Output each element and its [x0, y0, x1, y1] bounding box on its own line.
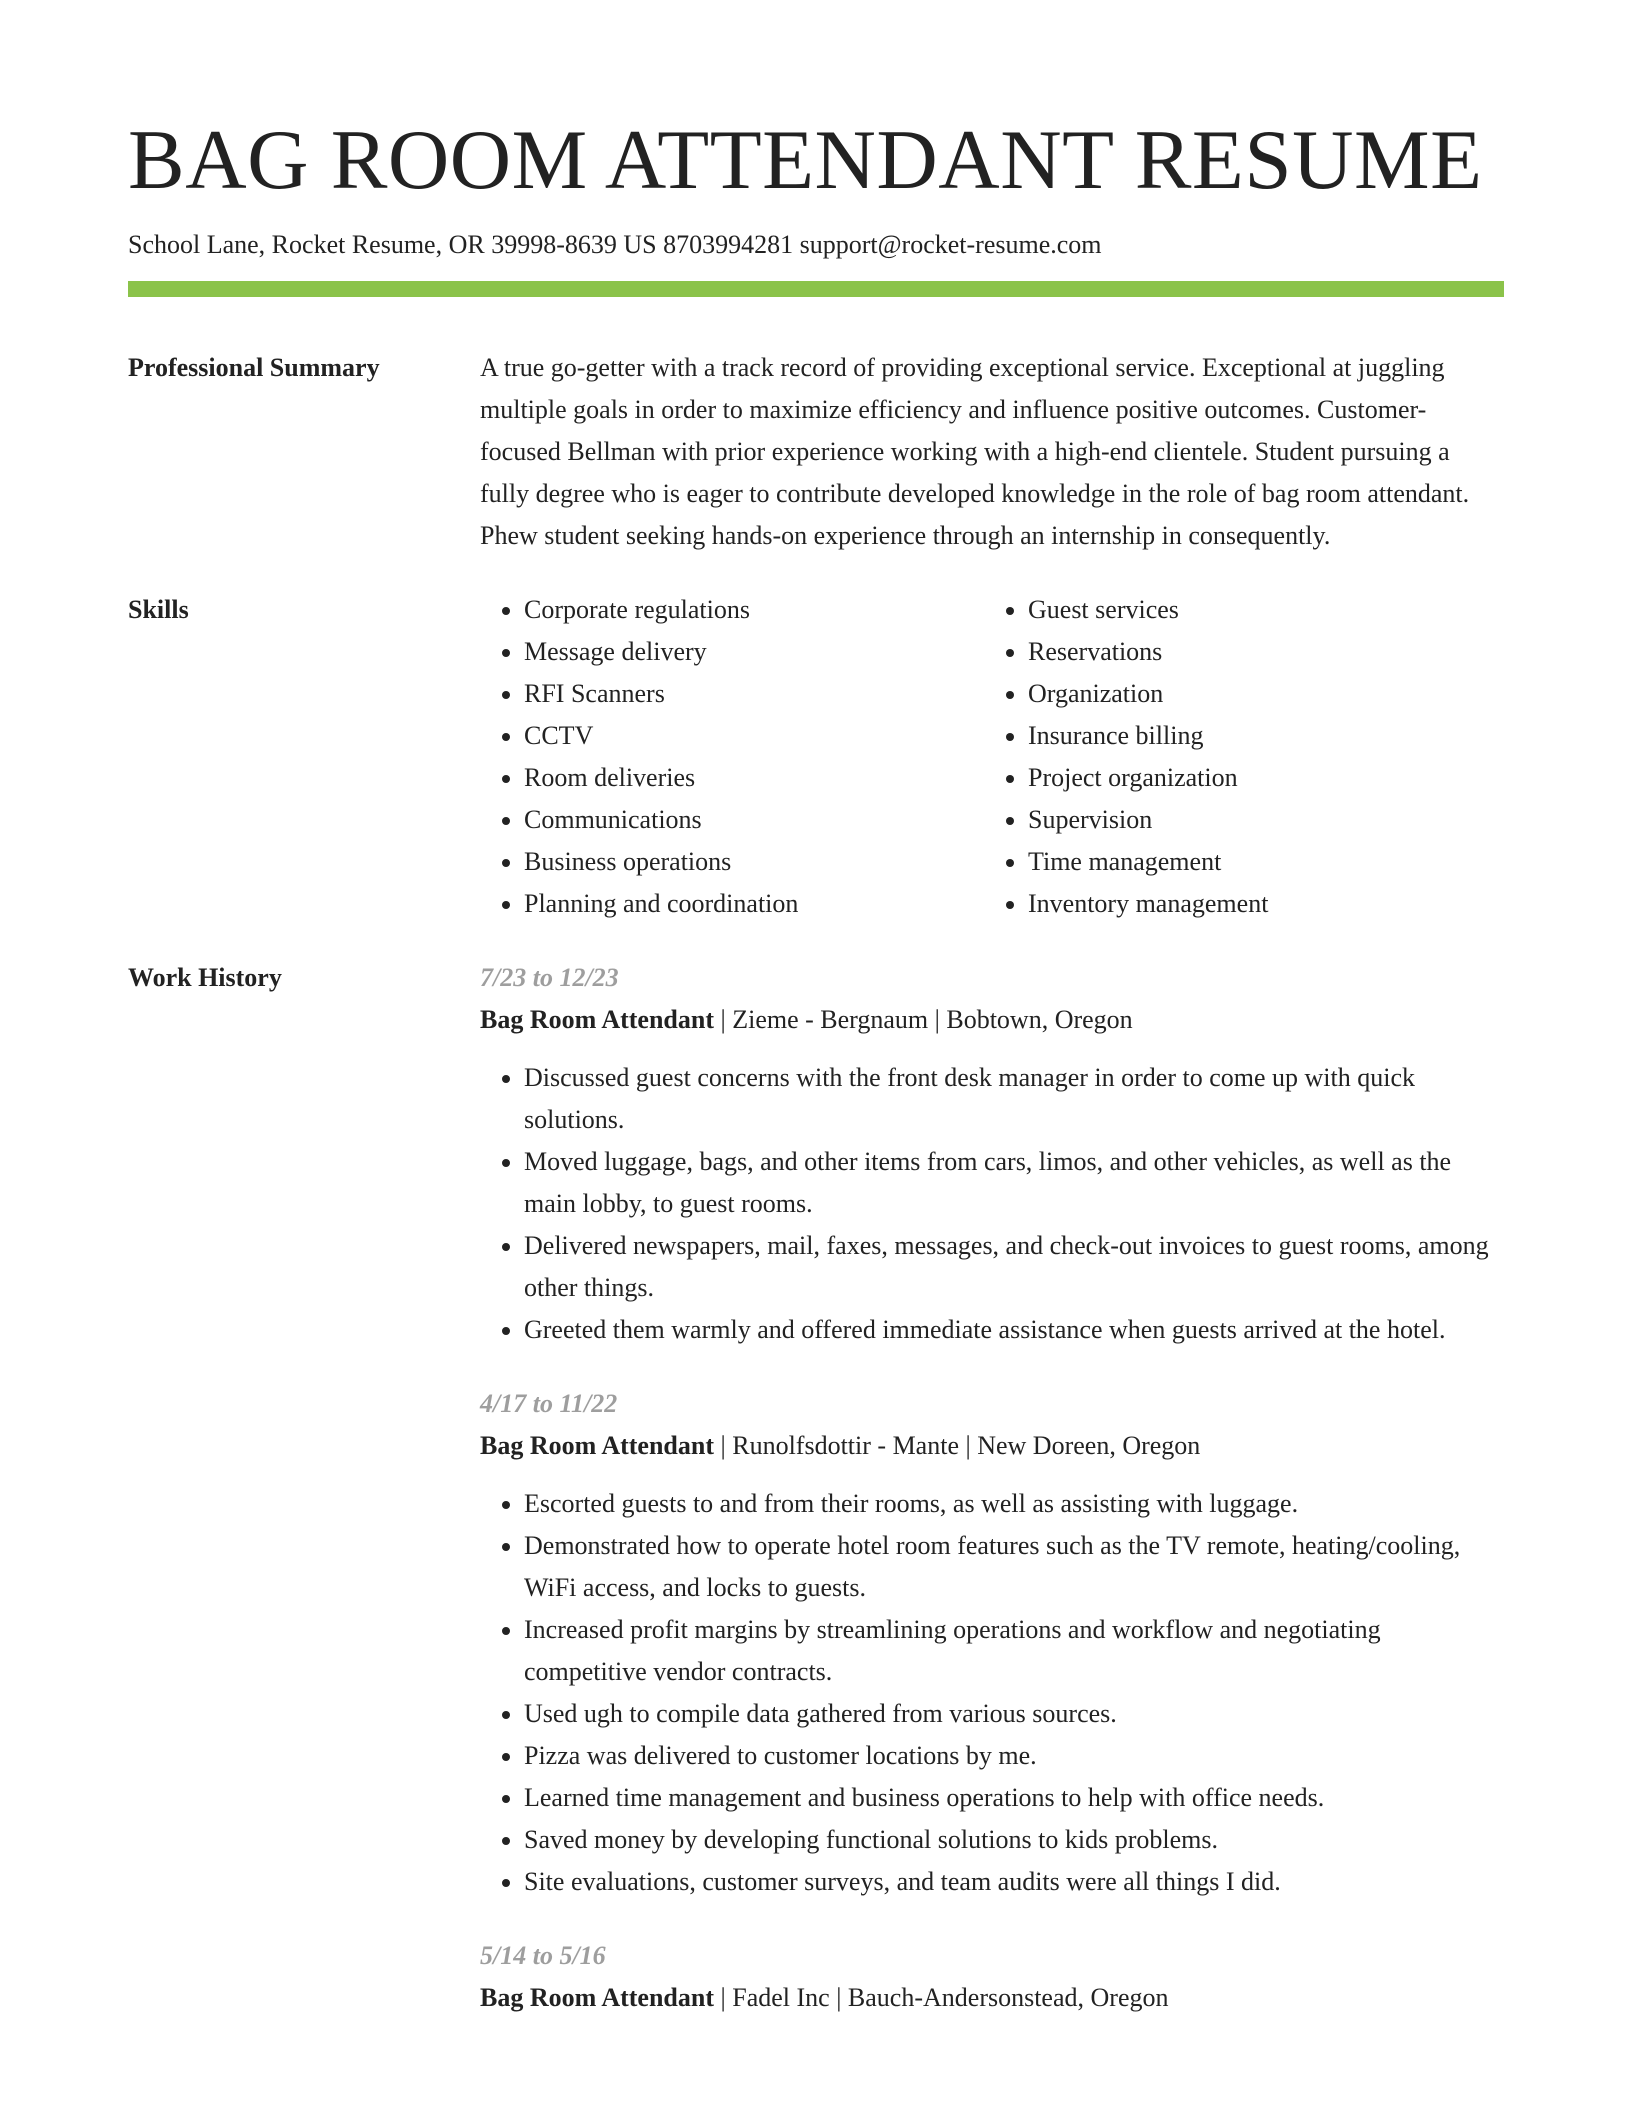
section-label: Professional Summary — [128, 353, 380, 383]
separator: | — [928, 1005, 947, 1035]
skill-item: • Guest services — [1028, 589, 1488, 631]
job-company: Runolfsdottir - Mante — [732, 1431, 959, 1461]
job-heading — [480, 1977, 1504, 2019]
skill-item: • Time management — [1028, 841, 1488, 883]
job-title: Bag Room Attendant — [480, 1431, 715, 1461]
job-bullet: • Increased profit margins by streamlining operations and workflow and negotiating competitive vendor contracts. — [524, 1609, 1504, 1693]
skill-item: • RFI Scanners — [524, 673, 984, 715]
skills-list-left — [480, 589, 984, 925]
job-heading — [480, 1425, 1504, 1467]
job-title: Bag Room Attendant — [480, 1983, 715, 2013]
job-title: Bag Room Attendant — [480, 1005, 715, 1035]
skills-section — [128, 589, 1504, 925]
job-location: New Doreen, Oregon — [977, 1431, 1201, 1461]
job-entry — [480, 1935, 1504, 2019]
skill-item: • Organization — [1028, 673, 1488, 715]
skill-item: • Inventory management — [1028, 883, 1488, 925]
separator: | — [714, 1431, 733, 1461]
job-company: Zieme - Bergnaum — [732, 1005, 929, 1035]
section-label: Skills — [128, 595, 189, 625]
section-label: Work History — [128, 963, 282, 993]
job-bullet: • Greeted them warmly and offered immediate assistance when guests arrived at the hotel. — [524, 1309, 1504, 1351]
job-bullet: • Delivered newspapers, mail, faxes, messages, and check-out invoices to guest rooms, among other things. — [524, 1225, 1504, 1309]
job-bullet: • Pizza was delivered to customer locations by me. — [524, 1735, 1504, 1777]
skill-item: • Business operations — [524, 841, 984, 883]
work-history-section — [128, 957, 1504, 2051]
skill-item: • CCTV — [524, 715, 984, 757]
job-location: Bauch-Andersonstead, Oregon — [847, 1983, 1169, 2013]
skills-list-right — [984, 589, 1488, 925]
job-dates: 4/17 to 11/22 — [480, 1389, 618, 1419]
resume-page — [128, 0, 1504, 2051]
job-entry — [480, 1383, 1504, 1903]
skill-item: • Supervision — [1028, 799, 1488, 841]
separator: | — [714, 1005, 733, 1035]
job-bullet: • Used ugh to compile data gathered from various sources. — [524, 1693, 1504, 1735]
job-dates: 7/23 to 12/23 — [480, 963, 619, 993]
skill-item: • Project organization — [1028, 757, 1488, 799]
job-bullets — [480, 1057, 1504, 1351]
job-bullet: • Moved luggage, bags, and other items from cars, limos, and other vehicles, as well as the main lobby, to guest rooms. — [524, 1141, 1504, 1225]
job-bullet: • Learned time management and business operations to help with office needs. — [524, 1777, 1504, 1819]
separator: | — [959, 1431, 978, 1461]
job-heading — [480, 999, 1504, 1041]
job-dates: 5/14 to 5/16 — [480, 1941, 606, 1971]
job-bullet: • Discussed guest concerns with the front desk manager in order to come up with quick solutions. — [524, 1057, 1504, 1141]
job-location: Bobtown, Oregon — [946, 1005, 1133, 1035]
skill-item: • Communications — [524, 799, 984, 841]
job-bullet: • Site evaluations, customer surveys, and team audits were all things I did. — [524, 1861, 1504, 1903]
separator: | — [829, 1983, 848, 2013]
header-divider — [128, 281, 1504, 297]
job-bullets — [480, 1483, 1504, 1903]
job-company: Fadel Inc — [732, 1983, 830, 2013]
job-bullet: • Demonstrated how to operate hotel room features such as the TV remote, heating/cooling, WiFi access, and locks to guests. — [524, 1525, 1504, 1609]
skill-item: • Message delivery — [524, 631, 984, 673]
contact-line: School Lane, Rocket Resume, OR 39998-8639 US 8703994281 support@rocket-resume.com — [128, 230, 1102, 259]
skill-item: • Room deliveries — [524, 757, 984, 799]
skill-item: • Planning and coordination — [524, 883, 984, 925]
job-bullet: • Escorted guests to and from their rooms, as well as assisting with luggage. — [524, 1483, 1504, 1525]
professional-summary-section — [128, 347, 1504, 557]
separator: | — [714, 1983, 733, 2013]
skill-item: • Insurance billing — [1028, 715, 1488, 757]
skill-item: • Reservations — [1028, 631, 1488, 673]
job-entry — [480, 957, 1504, 1351]
resume-title: BAG ROOM ATTENDANT RESUME — [128, 113, 1483, 207]
skill-item: • Corporate regulations — [524, 589, 984, 631]
job-bullet: • Saved money by developing functional solutions to kids problems. — [524, 1819, 1504, 1861]
summary-text: A true go-getter with a track record of providing exceptional service. Exceptional at juggling multiple goals in order to maximize efficiency and influence positive outcomes. Customer-focused Bellman with prior experience working with a high-end clientele. Student pursuing a fully degree who is eager to contribute developed knowledge in the role of bag room attendant. Phew student seeking hands-on experience through an internship in consequently. — [480, 353, 1470, 551]
